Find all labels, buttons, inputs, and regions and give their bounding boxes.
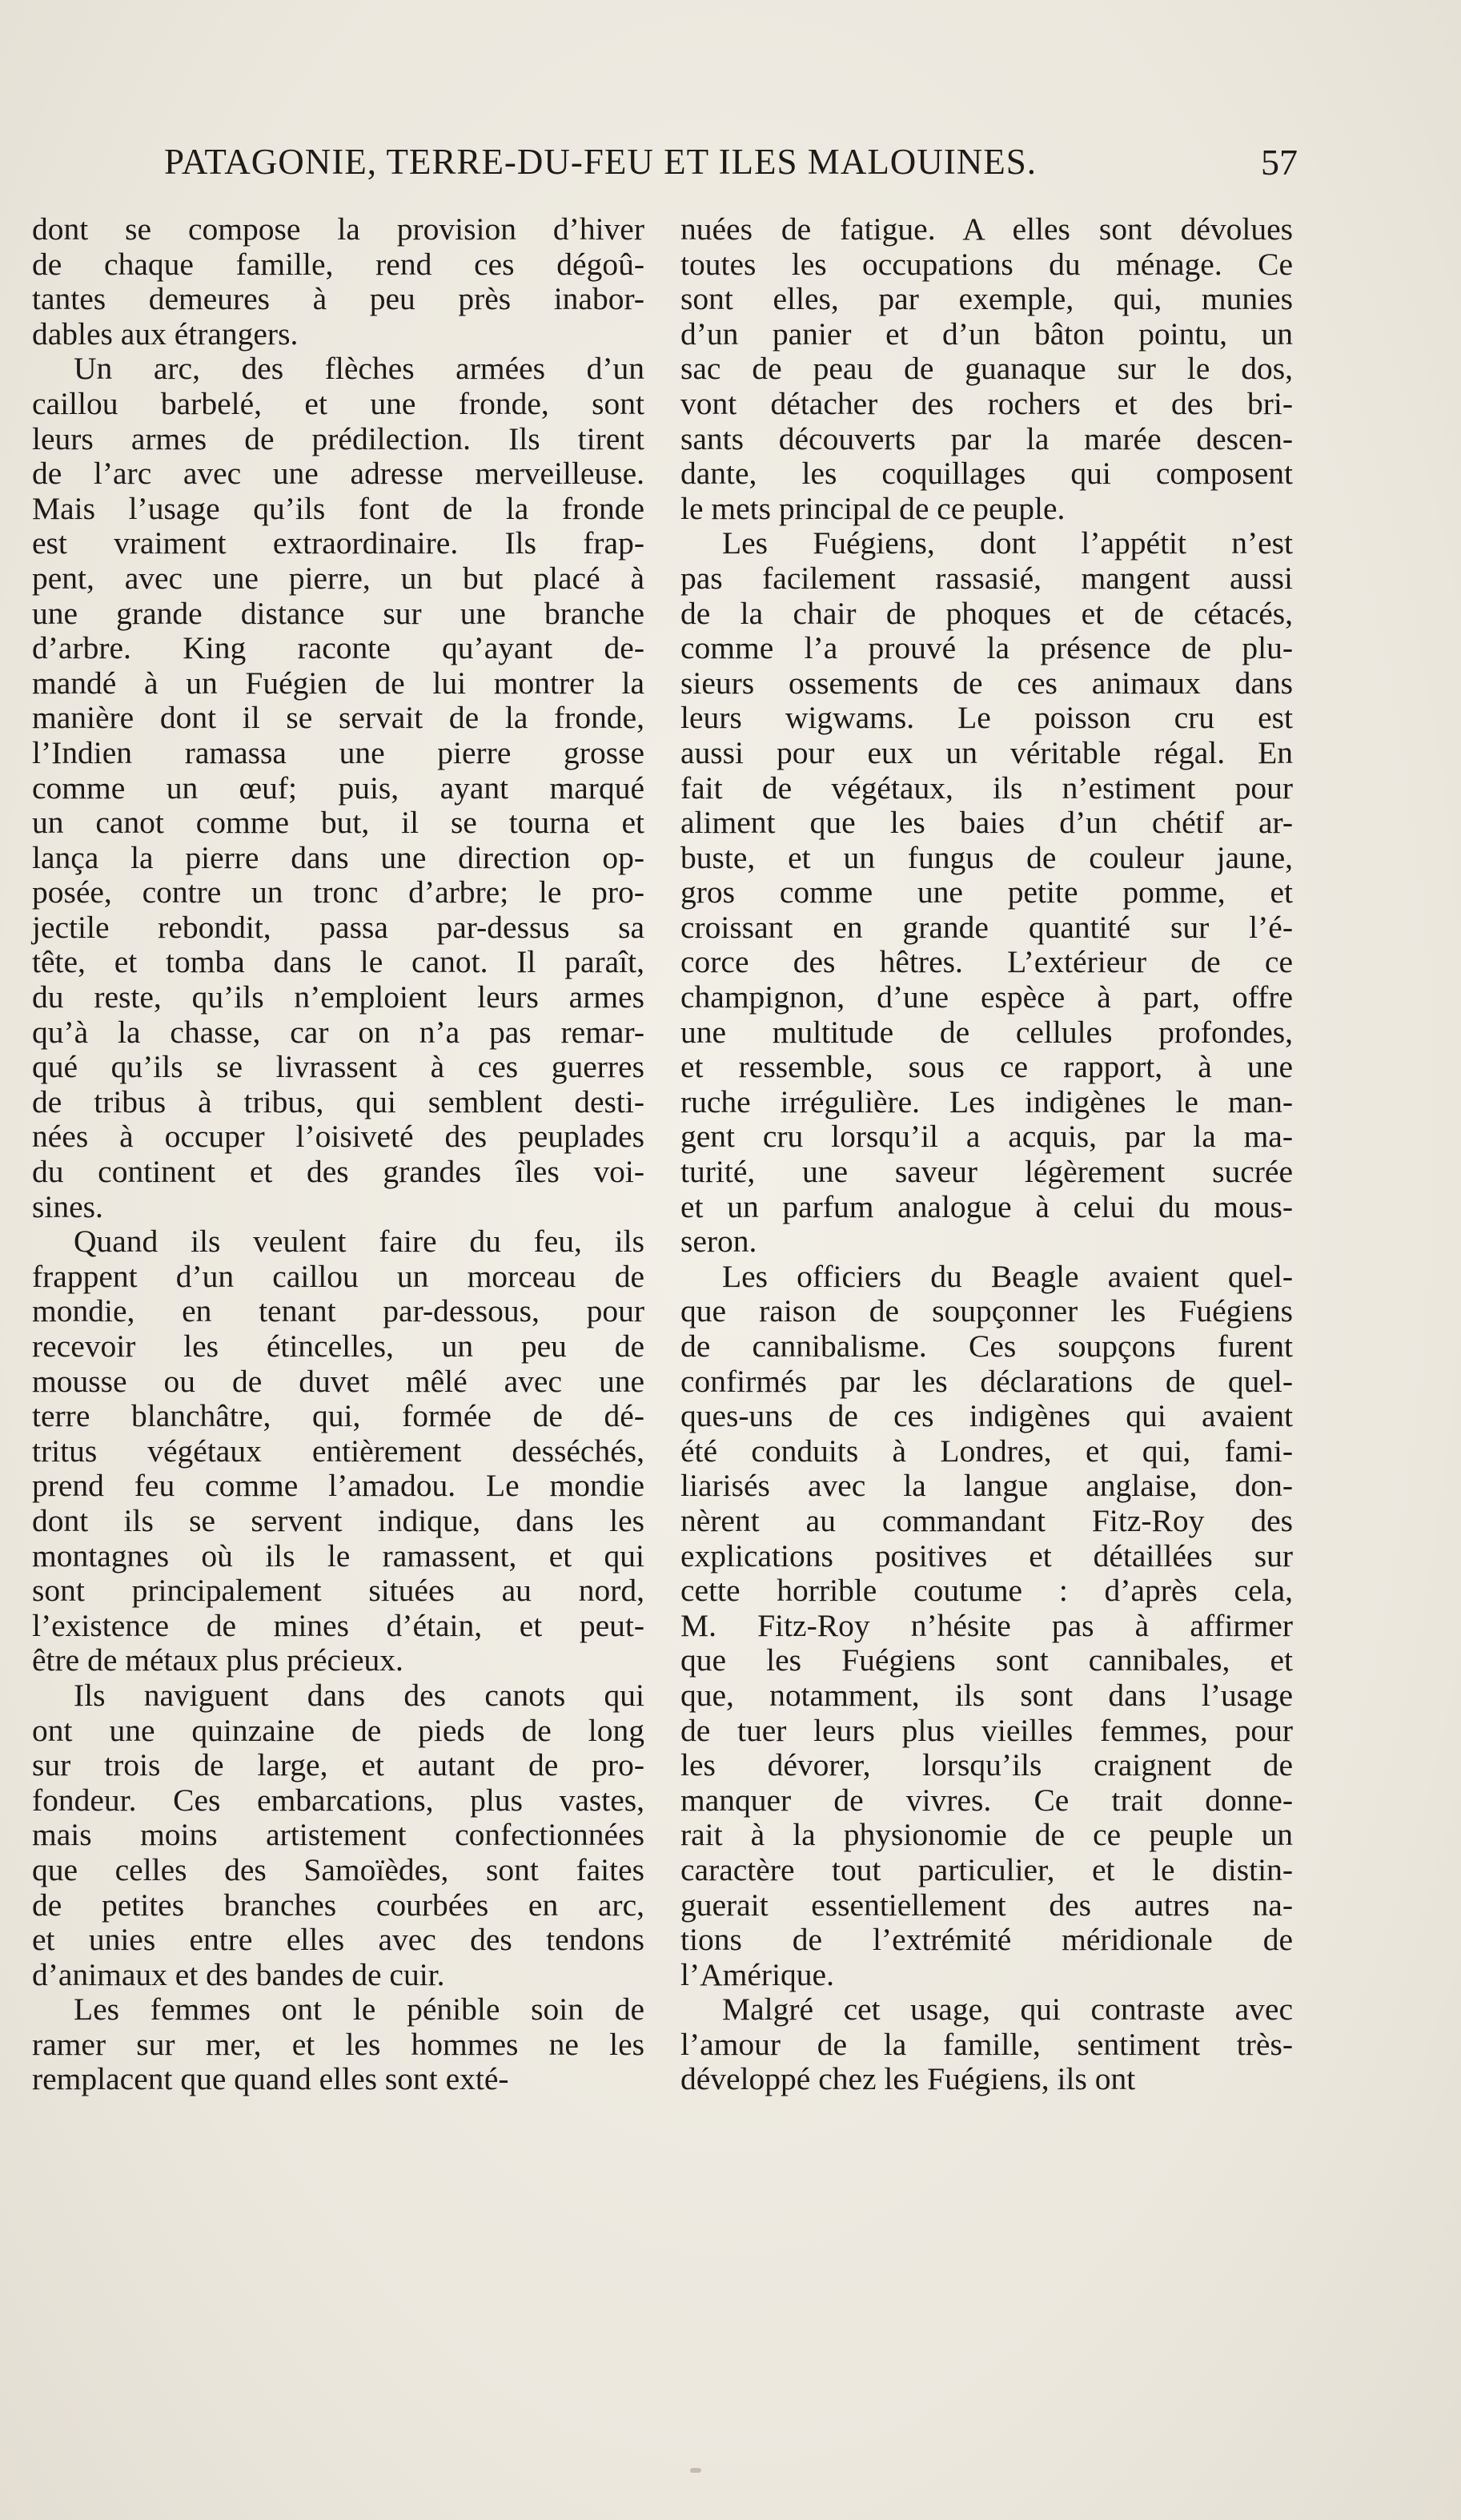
text-line: de cannibalisme. Ces soupçons furent — [680, 1328, 1293, 1364]
text-line: ruche irrégulière. Les indigènes le man- — [680, 1083, 1293, 1119]
text-line: qu’à la chasse, car on n’a pas remar- — [32, 1014, 644, 1050]
text-line: caractère tout particulier, et le distin- — [680, 1851, 1293, 1887]
text-line: nuées de fatigue. A elles sont dévolues — [680, 211, 1293, 247]
text-line: tritus végétaux entièrement desséchés, — [32, 1433, 644, 1469]
text-line: sont principalement situées au nord, — [32, 1573, 644, 1609]
text-line: gent cru lorsqu’il a acquis, par la ma- — [680, 1119, 1293, 1155]
text-line: prend feu comme l’amadou. Le mondie — [32, 1468, 644, 1504]
text-line: manquer de vivres. Ce trait donne- — [680, 1782, 1293, 1818]
text-line: champignon, d’une espèce à part, offre — [680, 979, 1293, 1015]
text-line: de petites branches courbées en arc, — [32, 1887, 644, 1923]
text-line: comme un œuf; puis, ayant marqué — [32, 770, 644, 806]
text-line: que raison de soupçonner les Fuégiens — [680, 1293, 1293, 1329]
text-line: seron. — [680, 1224, 757, 1260]
text-line: Mais l’usage qu’ils font de la fronde — [32, 490, 644, 526]
text-line: dables aux étrangers. — [32, 316, 299, 352]
text-line: remplacent que quand elles sont exté- — [32, 2061, 509, 2097]
text-line: pas facilement rassasié, mangent aussi — [680, 560, 1293, 596]
text-line: rait à la physionomie de ce peuple un — [680, 1817, 1293, 1853]
text-line: sac de peau de guanaque sur le dos, — [680, 351, 1293, 387]
text-line: liarisés avec la langue anglaise, don- — [680, 1468, 1293, 1504]
text-line: nées à occuper l’oisiveté des peuplades — [32, 1119, 644, 1155]
text-line: que les Fuégiens sont cannibales, et — [680, 1642, 1293, 1678]
text-line: et un parfum analogue à celui du mous- — [680, 1188, 1293, 1224]
text-line: du continent et des grandes îles voi- — [32, 1154, 644, 1190]
text-line: d’un panier et d’un bâton pointu, un — [680, 316, 1293, 352]
text-line: posée, contre un tronc d’arbre; le pro- — [32, 874, 644, 910]
text-line: sont elles, par exemple, qui, munies — [680, 281, 1293, 317]
text-line: buste, et un fungus de couleur jaune, — [680, 839, 1293, 875]
text-line: leurs wigwams. Le poisson cru est — [680, 700, 1293, 736]
text-line: sur trois de large, et autant de pro- — [32, 1747, 644, 1783]
ink-speck — [690, 2468, 701, 2473]
text-line: mandé à un Fuégien de lui montrer la — [32, 665, 644, 701]
text-line: l’Amérique. — [680, 1956, 834, 1992]
text-line: du reste, qu’ils n’emploient leurs armes — [32, 979, 644, 1015]
text-line: d’arbre. King raconte qu’ayant de- — [32, 630, 644, 666]
text-line: tions de l’extrémité méridionale de — [680, 1922, 1293, 1958]
text-line: frappent d’un caillou un morceau de — [32, 1258, 644, 1294]
text-line: Les Fuégiens, dont l’appétit n’est — [722, 525, 1293, 561]
text-line: nèrent au commandant Fitz-Roy des — [680, 1502, 1293, 1538]
text-line: de chaque famille, rend ces dégoû- — [32, 246, 644, 282]
text-line: développé chez les Fuégiens, ils ont — [680, 2061, 1136, 2097]
text-line: mais moins artistement confectionnées — [32, 1817, 644, 1853]
text-line: Quand ils veulent faire du feu, ils — [74, 1224, 644, 1260]
text-line: gros comme une petite pomme, et — [680, 874, 1293, 910]
text-line: comme l’a prouvé la présence de plu- — [680, 630, 1293, 666]
text-line: recevoir les étincelles, un peu de — [32, 1328, 644, 1364]
text-line: sieurs ossements de ces animaux dans — [680, 665, 1293, 701]
text-line: de la chair de phoques et de cétacés, — [680, 595, 1293, 631]
text-line: Les officiers du Beagle avaient quel- — [722, 1258, 1293, 1294]
text-line: dont ils se servent indique, dans les — [32, 1502, 644, 1538]
text-line: cette horrible coutume : d’après cela, — [680, 1573, 1293, 1609]
text-line: guerait essentiellement des autres na- — [680, 1887, 1293, 1923]
text-line: explications positives et détaillées sur — [680, 1537, 1293, 1573]
running-head — [32, 141, 1313, 189]
text-line: croissant en grande quantité sur l’é- — [680, 909, 1293, 945]
text-line: lança la pierre dans une direction op- — [32, 839, 644, 875]
left-text-column — [32, 212, 644, 2097]
text-line: leurs armes de prédilection. Ils tirent — [32, 420, 644, 456]
text-line: l’existence de mines d’étain, et peut- — [32, 1607, 644, 1643]
text-line: et ressemble, sous ce rapport, à une — [680, 1049, 1293, 1085]
text-line: manière dont il se servait de la fronde, — [32, 700, 644, 736]
text-line: Malgré cet usage, qui contraste avec — [722, 1991, 1293, 2028]
text-line: été conduits à Londres, et qui, fami- — [680, 1433, 1293, 1469]
text-line: de l’arc avec une adresse merveilleuse. — [32, 456, 644, 492]
text-line: l’Indien ramassa une pierre grosse — [32, 734, 644, 770]
text-line: le mets principal de ce peuple. — [680, 490, 1066, 526]
text-line: ramer sur mer, et les hommes ne les — [32, 2026, 644, 2062]
text-line: d’animaux et des bandes de cuir. — [32, 1956, 445, 1992]
text-line: pent, avec une pierre, un but placé à — [32, 560, 644, 596]
text-line: aussi pour eux un véritable régal. En — [680, 734, 1293, 770]
text-line: mousse ou de duvet mêlé avec une — [32, 1363, 644, 1399]
text-line: l’amour de la famille, sentiment très- — [680, 2026, 1293, 2062]
text-line: aliment que les baies d’un chétif ar- — [680, 805, 1293, 841]
text-line: M. Fitz-Roy n’hésite pas à affirmer — [680, 1607, 1293, 1643]
text-line: montagnes où ils le ramassent, et qui — [32, 1537, 644, 1573]
text-line: est vraiment extraordinaire. Ils frap- — [32, 525, 644, 561]
text-line: terre blanchâtre, qui, formée de dé- — [32, 1398, 644, 1434]
text-line: Un arc, des flèches armées d’un — [74, 351, 644, 387]
text-line: mondie, en tenant par-dessous, pour — [32, 1293, 644, 1329]
page-number: 57 — [1261, 142, 1298, 183]
text-line: ques-uns de ces indigènes qui avaient — [680, 1398, 1293, 1434]
text-line: qué qu’ils se livrassent à ces guerres — [32, 1049, 644, 1085]
text-line: corce des hêtres. L’extérieur de ce — [680, 944, 1293, 980]
text-line: un canot comme but, il se tourna et — [32, 805, 644, 841]
running-title: PATAGONIE, TERRE-DU-FEU ET ILES MALOUINES. — [164, 142, 1038, 182]
text-line: confirmés par les déclarations de quel- — [680, 1363, 1293, 1399]
text-line: une multitude de cellules profondes, — [680, 1014, 1293, 1050]
text-line: tête, et tomba dans le canot. Il paraît, — [32, 944, 644, 980]
text-line: que, notamment, ils sont dans l’usage — [680, 1677, 1293, 1713]
text-line: sines. — [32, 1188, 103, 1224]
text-line: dont se compose la provision d’hiver — [32, 211, 644, 247]
text-line: de tribus à tribus, qui semblent desti- — [32, 1083, 644, 1119]
right-text-column — [680, 212, 1293, 2097]
text-line: tantes demeures à peu près inabor- — [32, 281, 644, 317]
text-line: vont détacher des rochers et des bri- — [680, 385, 1293, 421]
text-line: ont une quinzaine de pieds de long — [32, 1712, 644, 1748]
text-line: que celles des Samoïèdes, sont faites — [32, 1851, 644, 1887]
text-line: une grande distance sur une branche — [32, 595, 644, 631]
text-line: les dévorer, lorsqu’ils craignent de — [680, 1747, 1293, 1783]
text-line: turité, une saveur légèrement sucrée — [680, 1154, 1293, 1190]
text-line: fait de végétaux, ils n’estiment pour — [680, 770, 1293, 806]
text-line: de tuer leurs plus vieilles femmes, pour — [680, 1712, 1293, 1748]
text-line: être de métaux plus précieux. — [32, 1642, 403, 1678]
text-line: Les femmes ont le pénible soin de — [74, 1991, 644, 2028]
text-line: fondeur. Ces embarcations, plus vastes, — [32, 1782, 644, 1818]
text-line: et unies entre elles avec des tendons — [32, 1922, 644, 1958]
text-line: toutes les occupations du ménage. Ce — [680, 246, 1293, 282]
text-line: Ils naviguent dans des canots qui — [74, 1677, 644, 1713]
text-line: caillou barbelé, et une fronde, sont — [32, 385, 644, 421]
text-line: sants découverts par la marée descen- — [680, 420, 1293, 456]
text-line: dante, les coquillages qui composent — [680, 456, 1293, 492]
text-line: jectile rebondit, passa par-dessus sa — [32, 909, 644, 945]
